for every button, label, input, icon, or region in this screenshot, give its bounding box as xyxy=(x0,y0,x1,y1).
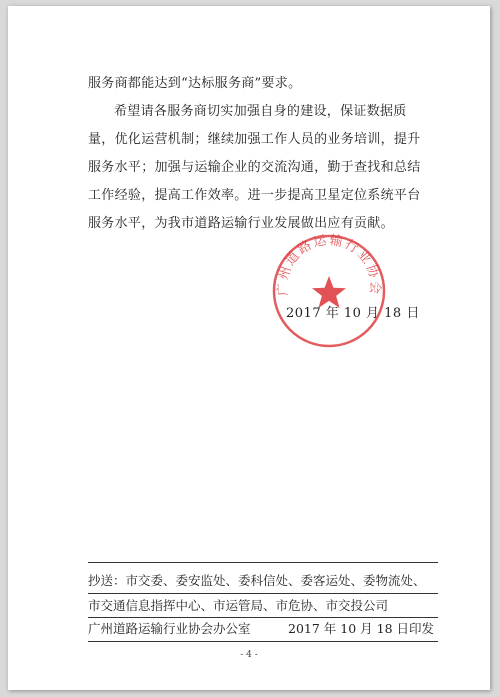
page-number: - 4 - xyxy=(240,650,258,660)
issue-date: 2017 年 10 月 18 日印发 xyxy=(288,621,434,636)
divider-issue xyxy=(88,617,438,618)
svg-text:广州道路运输行业协会: 广州道路运输行业协会 xyxy=(275,232,383,297)
body-line-continuation: 服务商都能达到“达标服务商”要求。 xyxy=(88,76,302,91)
issuer-org: 广州道路运输行业协会办公室 xyxy=(88,621,251,636)
divider-top xyxy=(88,562,438,563)
distribution-list-cont xyxy=(88,593,448,618)
distribution-label: 抄送： xyxy=(88,573,126,588)
signature-date: 2017 年 10 月 18 日 xyxy=(286,306,420,321)
distribution-line-1: 市交委、委安监处、委科信处、委客运处、委物流处、 xyxy=(125,573,426,588)
issuer-line xyxy=(88,619,438,639)
distribution-line-2: 市交通信息指挥中心、市运管局、市危协、市交投公司 xyxy=(88,598,389,613)
document-page xyxy=(8,6,490,690)
divider-bottom xyxy=(88,641,438,642)
distribution-list xyxy=(88,568,448,593)
official-seal xyxy=(270,232,388,350)
body-paragraph: 希望请各服务商切实加强自身的建设，保证数据质量，优化运营机制；继续加强工作人员的业务培训，提升服务水平；加强与运输企业的交流沟通，勤于查找和总结工作经验，提高工作效率。进一步提高卫星定位系统平台服务水平，为我市道路运输行业发展做出应有贡献。 xyxy=(88,104,421,231)
body-text xyxy=(88,70,433,238)
